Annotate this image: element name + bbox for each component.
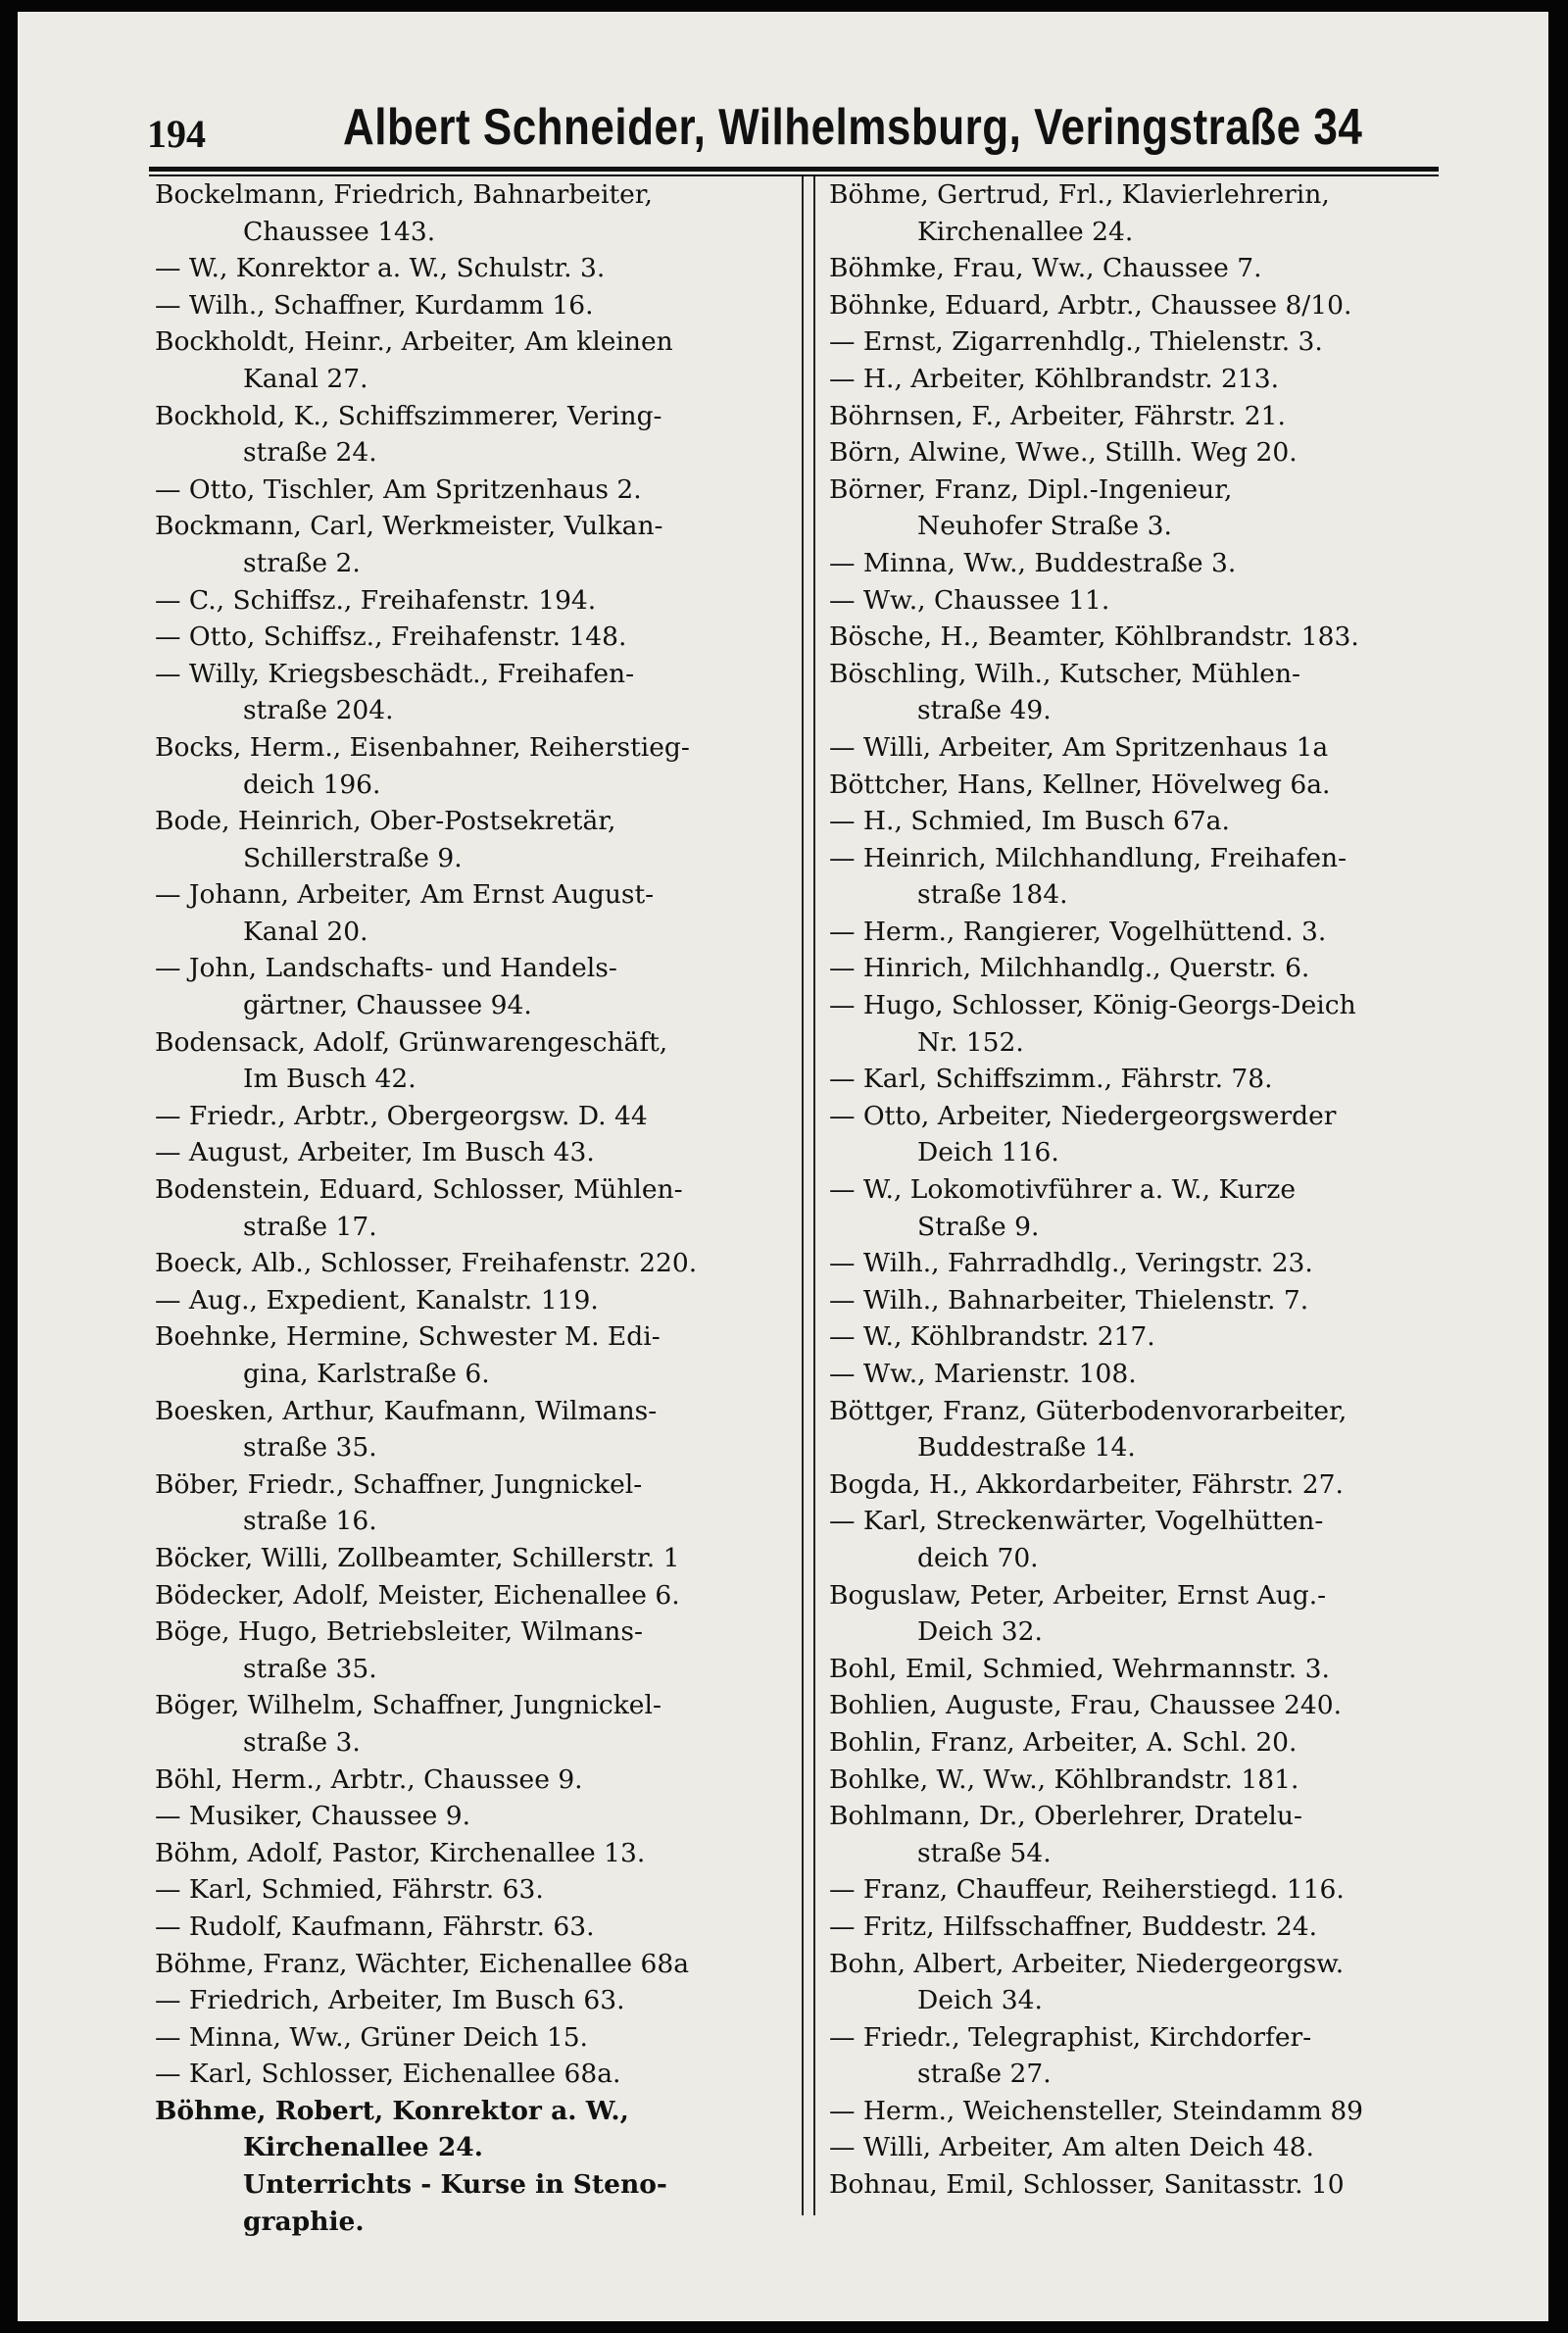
directory-entry: — Friedr., Arbtr., Obergeorgsw. D. 44: [155, 1100, 648, 1131]
directory-entry-continuation: straße 54.: [917, 1837, 1052, 1868]
directory-entry: — W., Köhlbrandstr. 217.: [829, 1321, 1155, 1353]
directory-entry: — Johann, Arbeiter, Am Ernst August-: [155, 879, 655, 911]
directory-entry: Böttcher, Hans, Kellner, Hövelweg 6a.: [829, 769, 1331, 800]
directory-entry: — Otto, Tischler, Am Spritzenhaus 2.: [155, 473, 642, 505]
directory-entry: — Aug., Expedient, Kanalstr. 119.: [155, 1284, 599, 1315]
directory-entry: — W., Lokomotivführer a. W., Kurze: [829, 1174, 1297, 1206]
directory-entry: — Minna, Ww., Buddestraße 3.: [829, 547, 1237, 578]
directory-entry-continuation: straße 3.: [243, 1726, 361, 1758]
directory-column-left: [155, 176, 802, 2240]
directory-entry-continuation: deich 70.: [917, 1542, 1039, 1573]
directory-entry: Böhmke, Frau, Ww., Chaussee 7.: [829, 253, 1262, 284]
directory-entry-continuation: Schillerstraße 9.: [243, 842, 463, 873]
directory-entry: Bockhold, K., Schiffszimmerer, Vering-: [155, 400, 662, 431]
directory-entry: Bohnau, Emil, Schlosser, Sanitasstr. 10: [829, 2169, 1345, 2201]
directory-entry: — Friedr., Telegraphist, Kirchdorfer-: [829, 2021, 1312, 2053]
directory-entry: — Wilh., Schaffner, Kurdamm 16.: [155, 289, 594, 321]
directory-entry: Bockholdt, Heinr., Arbeiter, Am kleinen: [155, 326, 673, 358]
directory-entry-continuation: straße 27.: [917, 2059, 1052, 2090]
directory-entry-continuation: straße 17.: [243, 1211, 377, 1242]
header-rule: [149, 167, 1439, 172]
directory-entry: Böhnke, Eduard, Arbtr., Chaussee 8/10.: [829, 289, 1352, 321]
directory-entry: — Fritz, Hilfsschaffner, Buddestr. 24.: [829, 1911, 1318, 1942]
directory-entry-continuation: straße 204.: [243, 695, 394, 726]
directory-entry: Boesken, Arthur, Kaufmann, Wilmans-: [155, 1395, 658, 1426]
directory-entry: — Friedrich, Arbeiter, Im Busch 63.: [155, 1985, 625, 2016]
directory-entry-continuation: Deich 116.: [917, 1137, 1059, 1168]
page-number: 194: [147, 112, 206, 156]
directory-entry: Boguslaw, Peter, Arbeiter, Ernst Aug.-: [829, 1579, 1327, 1611]
directory-entry-continuation: Nr. 152.: [917, 1026, 1024, 1058]
directory-entry: — Musiker, Chaussee 9.: [155, 1801, 471, 1832]
directory-entry-continuation: Buddestraße 14.: [917, 1432, 1136, 1464]
directory-entry: — Ww., Chaussee 11.: [829, 584, 1110, 616]
directory-entry: Böschling, Wilh., Kutscher, Mühlen-: [829, 658, 1300, 689]
directory-entry-continuation: Kanal 20.: [243, 916, 368, 947]
directory-entry: — Herm., Weichensteller, Steindamm 89: [829, 2095, 1364, 2126]
directory-entry-continuation: Chaussee 143.: [243, 216, 436, 247]
directory-entry-continuation: Straße 9.: [917, 1211, 1040, 1242]
directory-entry-continuation: straße 49.: [917, 695, 1052, 726]
directory-entry: Bohlmann, Dr., Oberlehrer, Dratelu-: [829, 1801, 1302, 1832]
directory-entry: — Willy, Kriegsbeschädt., Freihafen-: [155, 658, 635, 689]
directory-entry: — Willi, Arbeiter, Am Spritzenhaus 1a: [829, 731, 1329, 763]
directory-entry: — H., Schmied, Im Busch 67a.: [829, 806, 1230, 837]
directory-entry: Bodenstein, Eduard, Schlosser, Mühlen-: [155, 1174, 683, 1206]
directory-entry: Böhm, Adolf, Pastor, Kirchenallee 13.: [155, 1837, 646, 1868]
directory-entry-continuation: straße 35.: [243, 1653, 377, 1684]
directory-entry: — Ernst, Zigarrenhdlg., Thielenstr. 3.: [829, 326, 1323, 358]
directory-entry: — August, Arbeiter, Im Busch 43.: [155, 1137, 595, 1168]
directory-entry: — Karl, Schlosser, Eichenallee 68a.: [155, 2059, 621, 2090]
directory-entry: Böhl, Herm., Arbtr., Chaussee 9.: [155, 1763, 583, 1795]
directory-entry: Börner, Franz, Dipl.-Ingenieur,: [829, 473, 1233, 505]
directory-entry: — Hugo, Schlosser, König-Georgs-Deich: [829, 990, 1356, 1021]
directory-entry: — W., Konrektor a. W., Schulstr. 3.: [155, 253, 606, 284]
directory-entry: — Willi, Arbeiter, Am alten Deich 48.: [829, 2132, 1314, 2163]
directory-entry-continuation: Neuhofer Straße 3.: [917, 511, 1172, 542]
directory-entry: Böber, Friedr., Schaffner, Jungnickel-: [155, 1468, 643, 1500]
directory-entry-continuation: straße 24.: [243, 437, 377, 469]
directory-entry-continuation: graphie.: [243, 2206, 365, 2237]
directory-entry: — C., Schiffsz., Freihafenstr. 194.: [155, 584, 597, 616]
directory-entry: — Karl, Schiffszimm., Fährstr. 78.: [829, 1064, 1273, 1095]
directory-entry: — Wilh., Fahrradhdlg., Veringstr. 23.: [829, 1248, 1313, 1279]
directory-entry: Bockmann, Carl, Werkmeister, Vulkan-: [155, 511, 663, 542]
directory-entry: — Otto, Arbeiter, Niedergeorgswerder: [829, 1100, 1337, 1131]
directory-entry: Bode, Heinrich, Ober-Postsekretär,: [155, 806, 616, 837]
directory-entry: Bohl, Emil, Schmied, Wehrmannstr. 3.: [829, 1653, 1330, 1684]
directory-entry: Bohlin, Franz, Arbeiter, A. Schl. 20.: [829, 1726, 1298, 1758]
directory-entry: Böhme, Gertrud, Frl., Klavierlehrerin,: [829, 179, 1330, 210]
directory-entry: Böge, Hugo, Betriebsleiter, Wilmans-: [155, 1616, 643, 1648]
directory-entry: Boehnke, Hermine, Schwester M. Edi-: [155, 1321, 661, 1353]
directory-entry: Bohn, Albert, Arbeiter, Niedergeorgsw.: [829, 1948, 1345, 1979]
directory-entry: Böhrnsen, F., Arbeiter, Fährstr. 21.: [829, 400, 1286, 431]
directory-entry: Bocks, Herm., Eisenbahner, Reiherstieg-: [155, 731, 690, 763]
directory-entry: Bogda, H., Akkordarbeiter, Fährstr. 27.: [829, 1468, 1344, 1500]
directory-entry: — H., Arbeiter, Köhlbrandstr. 213.: [829, 363, 1280, 394]
directory-entry-continuation: Im Busch 42.: [243, 1064, 416, 1095]
directory-entry: — Herm., Rangierer, Vogelhüttend. 3.: [829, 916, 1327, 947]
directory-entry: — Hinrich, Milchhandlg., Querstr. 6.: [829, 953, 1310, 984]
directory-entry-continuation: Unterrichts - Kurse in Steno-: [243, 2169, 667, 2201]
directory-entry: — Ww., Marienstr. 108.: [829, 1359, 1137, 1389]
directory-entry: — Heinrich, Milchhandlung, Freihafen-: [829, 842, 1348, 873]
directory-entry-continuation: Deich 34.: [917, 1985, 1043, 2016]
directory-entry-continuation: Kirchenallee 24.: [917, 216, 1134, 247]
directory-entry: Bösche, H., Beamter, Köhlbrandstr. 183.: [829, 621, 1359, 653]
directory-entry-continuation: deich 196.: [243, 769, 381, 800]
directory-entry: Börn, Alwine, Wwe., Stillh. Weg 20.: [829, 437, 1298, 469]
column-divider-second: [813, 176, 815, 2215]
directory-entry: Bohlke, W., Ww., Köhlbrandstr. 181.: [829, 1763, 1299, 1795]
directory-entry: — Franz, Chauffeur, Reiherstiegd. 116.: [829, 1874, 1345, 1906]
directory-entry: — Karl, Streckenwärter, Vogelhütten-: [829, 1506, 1324, 1537]
directory-entry: Bohlien, Auguste, Frau, Chaussee 240.: [829, 1690, 1343, 1721]
directory-entry-continuation: Kirchenallee 24.: [243, 2132, 483, 2163]
directory-entry: Bödecker, Adolf, Meister, Eichenallee 6.: [155, 1579, 680, 1611]
column-divider: [802, 176, 804, 2215]
directory-entry: Böhme, Franz, Wächter, Eichenallee 68a: [155, 1948, 689, 1979]
directory-entry-continuation: straße 16.: [243, 1506, 377, 1537]
directory-entry-continuation: straße 2.: [243, 547, 361, 578]
directory-entry: Böttger, Franz, Güterbodenvorarbeiter,: [829, 1395, 1348, 1426]
directory-column-right: [829, 176, 1476, 2204]
directory-entry: — Karl, Schmied, Fährstr. 63.: [155, 1874, 544, 1906]
directory-entry-continuation: Deich 32.: [917, 1616, 1043, 1648]
directory-entry: Böger, Wilhelm, Schaffner, Jungnickel-: [155, 1690, 662, 1721]
running-title: Albert Schneider, Wilhelmsburg, Veringstraße 34: [343, 99, 1363, 156]
directory-entry: — Otto, Schiffsz., Freihafenstr. 148.: [155, 621, 627, 653]
directory-entry: Böhme, Robert, Konrektor a. W.,: [155, 2095, 629, 2126]
directory-entry: Boeck, Alb., Schlosser, Freihafenstr. 220.: [155, 1248, 698, 1279]
directory-entry-continuation: gina, Karlstraße 6.: [243, 1359, 490, 1389]
directory-entry: — Minna, Ww., Grüner Deich 15.: [155, 2021, 588, 2053]
directory-entry: Bodensack, Adolf, Grünwarengeschäft,: [155, 1026, 668, 1058]
directory-entry: — John, Landschafts- und Handels-: [155, 953, 617, 984]
directory-entry: — Rudolf, Kaufmann, Fährstr. 63.: [155, 1911, 595, 1942]
directory-entry-continuation: Kanal 27.: [243, 363, 368, 394]
directory-entry: Bockelmann, Friedrich, Bahnarbeiter,: [155, 179, 653, 210]
directory-entry-continuation: straße 35.: [243, 1432, 377, 1464]
document-page: [18, 12, 1548, 2321]
directory-entry: — Wilh., Bahnarbeiter, Thielenstr. 7.: [829, 1284, 1309, 1315]
directory-entry: Böcker, Willi, Zollbeamter, Schillerstr. 1: [155, 1542, 680, 1573]
directory-entry-continuation: gärtner, Chaussee 94.: [243, 990, 532, 1021]
page-header: [147, 88, 1450, 157]
directory-entry-continuation: straße 184.: [917, 879, 1068, 911]
